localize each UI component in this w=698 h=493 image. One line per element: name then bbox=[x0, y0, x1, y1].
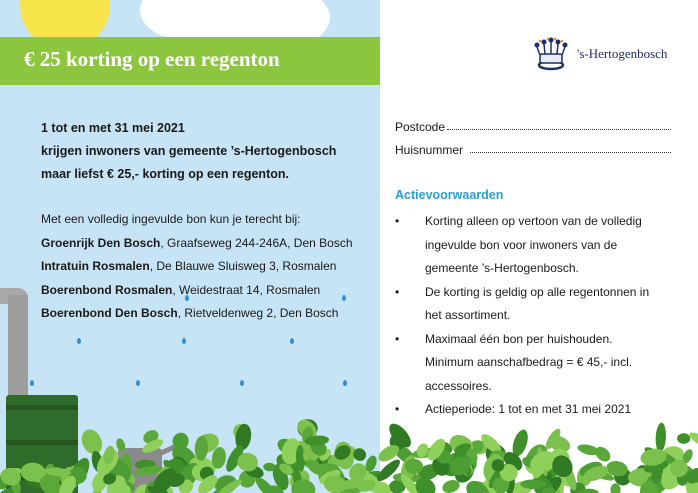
raindrop-icon bbox=[30, 380, 34, 386]
condition-line: accessoires. bbox=[425, 378, 492, 393]
huisnummer-field[interactable] bbox=[470, 152, 671, 153]
store-item bbox=[41, 255, 376, 279]
store-address: , De Blauwe Sluisweg 3, Rosmalen bbox=[149, 259, 337, 273]
raindrop-icon bbox=[77, 338, 81, 344]
intro-line: krijgen inwoners van gemeente ’s-Hertogenbosch bbox=[41, 144, 337, 158]
logo-text: 's-Hertogenbosch bbox=[577, 46, 668, 61]
condition-line: Actieperiode: 1 tot en met 31 mei 2021 bbox=[425, 402, 632, 416]
condition-line: Maximaal één bon per huishouden. bbox=[425, 331, 613, 346]
condition-line: Korting alleen op vertoon van de volledig bbox=[425, 214, 642, 228]
store-name: Groenrijk Den Bosch bbox=[41, 235, 161, 250]
downpipe bbox=[8, 295, 28, 405]
store-name: Boerenbond Den Bosch bbox=[41, 306, 178, 320]
page-title: € 25 korting op een regenton bbox=[24, 47, 280, 71]
bullet: • bbox=[395, 331, 400, 346]
condition-item bbox=[395, 328, 690, 399]
bullet: • bbox=[395, 214, 400, 228]
store-name: Intratuin Rosmalen bbox=[41, 259, 150, 273]
intro-line: maar liefst € 25,- korting op een regenton. bbox=[41, 167, 289, 181]
condition-line: ingevulde bon voor inwoners van de bbox=[425, 237, 618, 252]
condition-item bbox=[395, 281, 690, 328]
raindrop-icon bbox=[343, 380, 347, 386]
watering-can-illustration bbox=[118, 448, 162, 493]
store-list-heading: Met een volledig ingevulde bon kun je terecht bij: bbox=[41, 212, 301, 226]
bullet: • bbox=[395, 402, 400, 416]
huisnummer-label: Huisnummer bbox=[395, 143, 464, 157]
rain-barrel-illustration bbox=[6, 395, 78, 493]
store-address: , Graafseweg 244-246A, Den Bosch bbox=[160, 235, 353, 250]
condition-line: het assortiment. bbox=[425, 308, 511, 322]
intro-text bbox=[41, 117, 376, 186]
condition-item bbox=[395, 398, 690, 422]
store-item bbox=[41, 279, 376, 303]
postcode-label: Postcode bbox=[395, 120, 446, 134]
raindrop-icon bbox=[136, 380, 140, 386]
bullet: • bbox=[395, 284, 400, 299]
raindrop-icon bbox=[240, 380, 244, 386]
condition-item bbox=[395, 210, 690, 281]
conditions-list bbox=[395, 210, 690, 422]
store-address: , Weidestraat 14, Rosmalen bbox=[172, 282, 321, 297]
store-item bbox=[41, 232, 376, 256]
store-item bbox=[41, 302, 376, 326]
conditions-title: Actievoorwaarden bbox=[395, 188, 504, 202]
intro-line: 1 tot en met 31 mei 2021 bbox=[41, 121, 185, 135]
condition-line: De korting is geldig op alle regentonnen in bbox=[425, 284, 650, 299]
condition-line: gemeente ’s-Hertogenbosch. bbox=[425, 261, 579, 275]
watering-can-spout bbox=[157, 440, 186, 457]
store-address: , Rietveldenweg 2, Den Bosch bbox=[177, 306, 339, 320]
postcode-field[interactable] bbox=[447, 129, 671, 130]
condition-line: Minimum aanschafbedrag = € 45,- incl. bbox=[425, 355, 633, 369]
store-list bbox=[41, 208, 376, 326]
raindrop-icon bbox=[182, 338, 186, 344]
store-name: Boerenbond Rosmalen bbox=[41, 282, 173, 297]
raindrop-icon bbox=[290, 338, 294, 344]
